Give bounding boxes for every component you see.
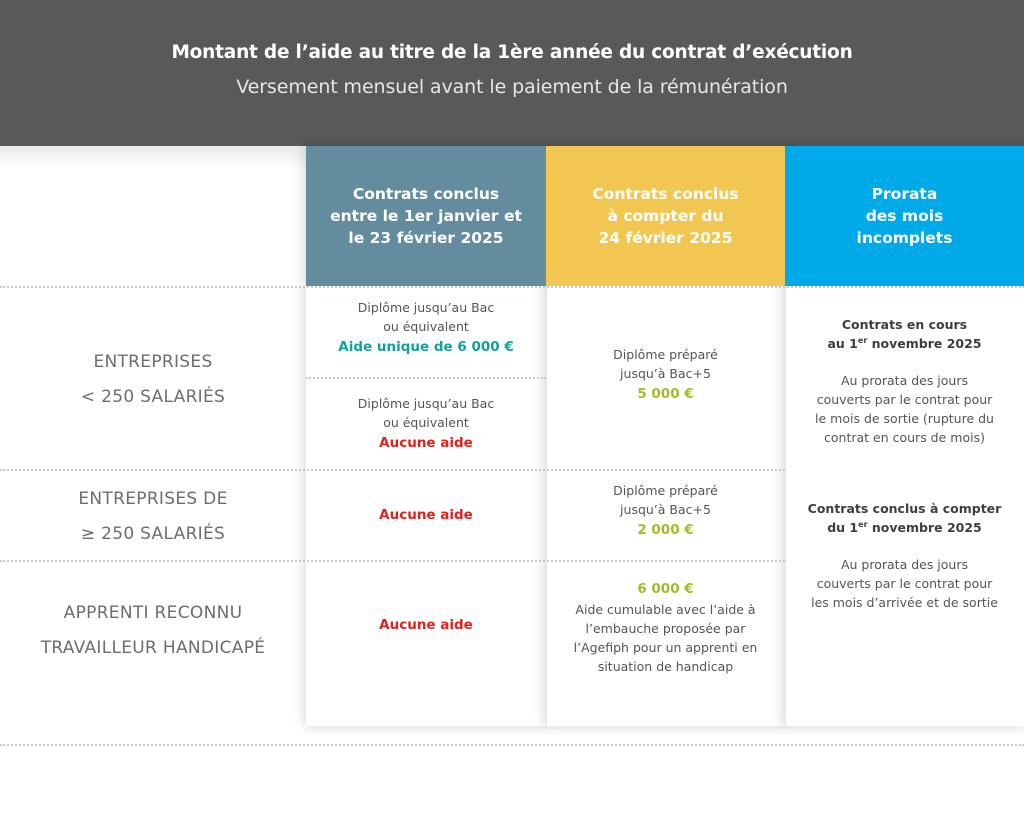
amount-5000: 5 000 € [637,386,694,402]
row-label-large-companies: ENTREPRISES DE ≥ 250 SALARIÉS [78,489,228,544]
cell-r3-c1 [306,616,546,635]
cell-r1-c1-bac-no-aid: Diplôme jusqu’au Bac ou équivalent Aucune aide [306,394,546,453]
amount-6000-unique: Aide unique de 6 000 € [338,339,514,355]
row-divider [0,560,785,562]
sub-row-divider [306,377,546,379]
page-title: Montant de l’aide au titre de la 1ère année du contrat d’exécution [171,42,853,63]
amount-none: Aucune aide [379,507,473,523]
row-divider [0,469,785,471]
cell-r2-c2: Diplôme préparé jusqu’à Bac+5 2 000 € [546,481,785,540]
row-label-small-companies: ENTREPRISES < 250 SALARIÉS [80,352,226,407]
amount-2000: 2 000 € [637,522,694,538]
page-subtitle: Versement mensuel avant le paiement de la rémunération [236,76,788,98]
row-divider [0,286,1024,288]
cell-prorata-new: Contrats conclus à compter du 1er novembre 2025 Au prorata des jours couverts par le contrat pour les mois d’arrivée et de sortie [807,501,1002,610]
column-header-from-24-feb-2025: Contrats conclus à compter du 24 février 2025 [546,146,785,286]
column-header-jan-feb-2025: Contrats conclus entre le 1er janvier et le 23 février 2025 [306,146,546,286]
amount-none: Aucune aide [379,617,473,633]
table-bottom-divider [0,744,1024,746]
cell-r1-c2: Diplôme préparé jusqu’à Bac+5 5 000 € [546,345,785,404]
cell-r3-c2: 6 000 € Aide cumulable avec l’aide à l’embauche proposée par l’Agefiph pour un apprenti en situation de handicap [546,580,785,676]
amount-6000: 6 000 € [637,581,694,597]
column-header-prorata: Prorata des mois incomplets [785,146,1024,286]
cell-r2-c1 [306,506,546,525]
amount-none: Aucune aide [379,435,473,451]
title-banner [0,0,1024,146]
row-label-disabled-apprentice: APPRENTI RECONNU TRAVAILLEUR HANDICAPÉ [40,603,266,658]
cell-prorata-ongoing: Contrats en cours au 1er novembre 2025 Au prorata des jours couverts par le contrat pour le mois de sortie (rupture du contrat en cours de mois) [815,317,994,445]
cell-r1-c1-bac: Diplôme jusqu’au Bac ou équivalent Aide unique de 6 000 € [306,298,546,357]
